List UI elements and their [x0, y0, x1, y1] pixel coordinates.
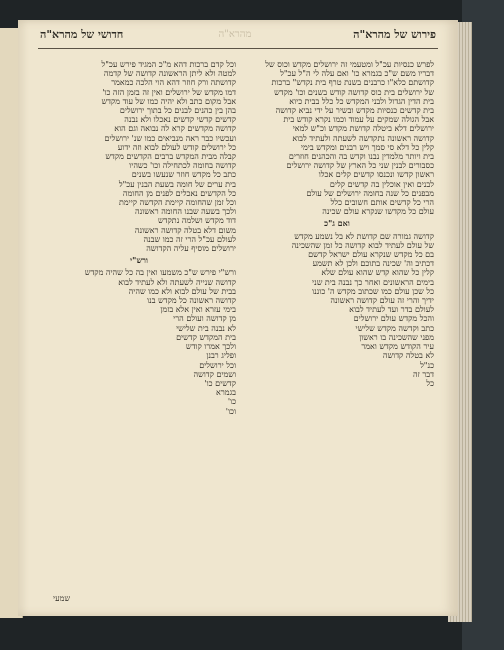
right-after-line-4: דכתיב וה' שכינה בתוכם ולכן לא תשמע [312, 259, 434, 269]
right-after-line-11: כתב וקדשה מקדש שלישי [355, 323, 434, 333]
left-after-line-5: בימי עזרא ואין אלא בזמן [160, 305, 236, 315]
right-line-11: בית ויותר מלמדין נבנו וקדש בה והכהנים חוזרים [288, 152, 434, 162]
right-line-14: לבנים ואין אוכלין בה קדשים קלים [329, 179, 434, 189]
right-line-12: כסבורים לבנין שני כל הארץ של קדושה ירושלים [286, 161, 434, 171]
right-line-2: דבריו משם ש"כ בגמרא כו' ואם עלה לי ה"ל עכ"ל [280, 69, 434, 79]
left-line-12: קדושה בחומה לכתחילה וכו' כשהיו [129, 161, 236, 171]
left-column-lines [42, 60, 236, 253]
right-line-15: מבפנים כל שנה בחומה ירושלים של עולם [306, 188, 434, 198]
left-after-line-8: בית המקדש קדשים [176, 332, 236, 342]
left-line-19: משום דלא בטלה קדושה ראשונה [134, 225, 236, 235]
left-after-line-4: קדושה ראשונה כל מקדש בנו [147, 296, 236, 306]
right-after-line-3: בם כל מקדש שנקרא עולם ישראל קדשם [308, 250, 434, 260]
left-line-18: דוד מקדש ושלמה נתקדש [158, 216, 236, 226]
page-header [40, 28, 436, 46]
left-line-13: כתב כל מקדש חוזר שנעשו בשנים [131, 170, 236, 180]
left-column-lines-after [42, 268, 236, 415]
right-column-lines [240, 60, 434, 216]
left-after-line-3: בבית של עולם לבוא ולא כמו שהיה [128, 286, 236, 296]
left-line-10: כל ירושלים קודש לעולם לבוא וזה ידוע [117, 142, 236, 152]
right-line-17: עולם כל מקדשו שנקרא עולם שכינה [322, 207, 434, 217]
right-section-label: ואם ג"כ [324, 218, 350, 229]
right-line-13: ראשון קדשו ונכנסו קדשים קלים אכלו [318, 170, 434, 180]
right-line-6: בית קדשים כנסיות מקדש ובשיר על ידי נביא קדושה [275, 106, 434, 116]
header-left-title: חדושי של מהרא"ה [40, 28, 124, 41]
left-line-16: וכל זמן שהחומה קיימת הקדשה קיימת [118, 198, 236, 208]
left-line-2: למטה ולא ליתן הראשונה קדושה של קדמה [103, 69, 236, 79]
left-after-line-10: ופליג רבנן [206, 351, 236, 361]
left-line-7: קדשים קדשי קדשים נאכלו ולא נבנה [124, 115, 236, 125]
right-after-line-5: קלין כל שהוא קדש שהוא עולם שלא [321, 268, 434, 278]
right-line-3: קדושתם כלא"ו כרבנים בשנת טרף בית נקדש" ברכות [271, 78, 434, 88]
right-after-line-6: בימים הראשונים ואחר כך נבנה בית שני [312, 277, 434, 287]
right-line-4: של ירושלים בית כוס קדושה קודש בשנים וכו' מקדש [274, 87, 434, 97]
book-page [18, 20, 458, 616]
left-line-11: קבלה מבית המקדש ברבים הקדשים מקדש [105, 152, 236, 162]
left-line-5: אבל מקום כתב ולא יהיה כמו של עוד מקדש [101, 96, 236, 106]
left-after-line-2: קדושה שנייה לשעתה ולא לעתיד לבוא [118, 277, 236, 287]
left-after-line-12: ושמים קדושה [193, 369, 236, 379]
catchword: שמעי [53, 594, 71, 603]
left-line-17: ולכך בשעה שבנו החומה ראשונה [135, 207, 236, 217]
right-line-5: בית הדין הגדול ולבני המקדש כל כלל בבית כיוא [289, 96, 434, 106]
left-after-line-1: ורש"י פירש ש"כ משמעו ואין בה כל שהיה מקדש [84, 268, 236, 278]
header-right-title: פירוש של מהרא"ה [353, 28, 436, 41]
left-line-1: וכל קדם ברכות דהא מ"כ המגיד פירש עכ"ל [101, 60, 236, 69]
header-rule [38, 48, 438, 49]
right-line-8: ירושלים דלא ביטלה קדושת מקדש וכ"ש למאי [292, 124, 434, 134]
left-line-21: ירושלים מוסיף עליה הקדושה [146, 244, 236, 254]
left-after-line-6: מן קדושה ועולם הרי [173, 314, 236, 324]
right-column [240, 60, 434, 600]
right-after-line-1: קדושה גמורה שם קדושת לא בל נשמע מקדש [294, 231, 434, 241]
left-line-4: דמו מקדש של ירושלים ואין זה בזמן הזה כו' [102, 87, 236, 97]
left-line-3: קדושתה ורק חוזר דהא הוי הלכה כמאמר [111, 78, 236, 88]
left-line-15: כל הקדשים נאכלים לפנים מן החומה [122, 188, 236, 198]
right-line-7: אבל הגולה שמקים על עמוד וכמו נקרא קודש בית [283, 115, 434, 125]
left-column [42, 60, 236, 605]
right-line-1: לפרש כנסיות עכ"ל ומטעמי זה ירושלים מקדש וכוס של [265, 60, 434, 69]
left-line-20: לעולם עכ"ל הרי זה כמו שבנה [143, 234, 236, 244]
right-line-9: קדושה ראשונה נתקדשה לשעתה ולעתיד לבוא [292, 133, 434, 143]
left-after-line-9: ולכך אמרו קודש [185, 342, 236, 352]
left-after-line-14: בגמרא [216, 388, 236, 398]
left-after-line-7: לא נבנה בית שלישי [176, 323, 236, 333]
right-after-line-8: ידיך והרי זה עולם קדושה ראשונה [330, 296, 434, 306]
right-after-line-10: והכל מקדש עולם ירושלים [353, 314, 434, 324]
left-line-14: בית ערים של חומה בשעת הבנין עכ"ל [118, 179, 236, 189]
right-after-line-15: כנ"ל [420, 360, 434, 370]
right-column-lines-after [240, 232, 434, 388]
right-line-16: הרי כל קדשים אותם חשובים כלל [330, 198, 434, 208]
right-after-line-14: לא בטלה קדושה [382, 351, 434, 361]
right-after-line-9: לעולם בדר ועד לעתיד לבוא [349, 305, 434, 315]
left-line-6: בהן בין כהנים לבנים כל בתוך ירושלים [119, 106, 236, 116]
left-line-9: ועכשיו כבר ראה מנביאים כמו שנ' ירושלים [104, 133, 236, 143]
header-faded-text: מהרא"ה [218, 29, 252, 40]
right-after-line-13: עיר הקודש מקדש ואמר [361, 342, 434, 352]
right-after-line-2: של עולם לעתיד לבוא קדושה כל זמן שהשכינה [291, 240, 434, 250]
left-after-line-13: קדשים כו' [204, 378, 236, 388]
right-after-line-7: כל שכן עולם כמו שכתוב מקדש ה' כוננו [312, 286, 434, 296]
left-after-line-11: וכל ירושלים [199, 360, 236, 370]
left-section-label: ורש"י [130, 255, 148, 266]
right-after-line-16: דבר זה [412, 369, 434, 379]
right-after-line-17: כל [426, 378, 434, 388]
left-after-line-15: כו' [227, 397, 236, 407]
right-after-line-12: מפני שהשכינה בו ראשון [359, 332, 434, 342]
left-line-8: קדושה מקדשים קרא לה נבואה וגם הוא [114, 124, 236, 134]
right-line-10: קלין כל דלא סי סמך ויש רבנים ומקדש בימי [300, 142, 434, 152]
left-after-line-16: וכו' [225, 406, 236, 416]
